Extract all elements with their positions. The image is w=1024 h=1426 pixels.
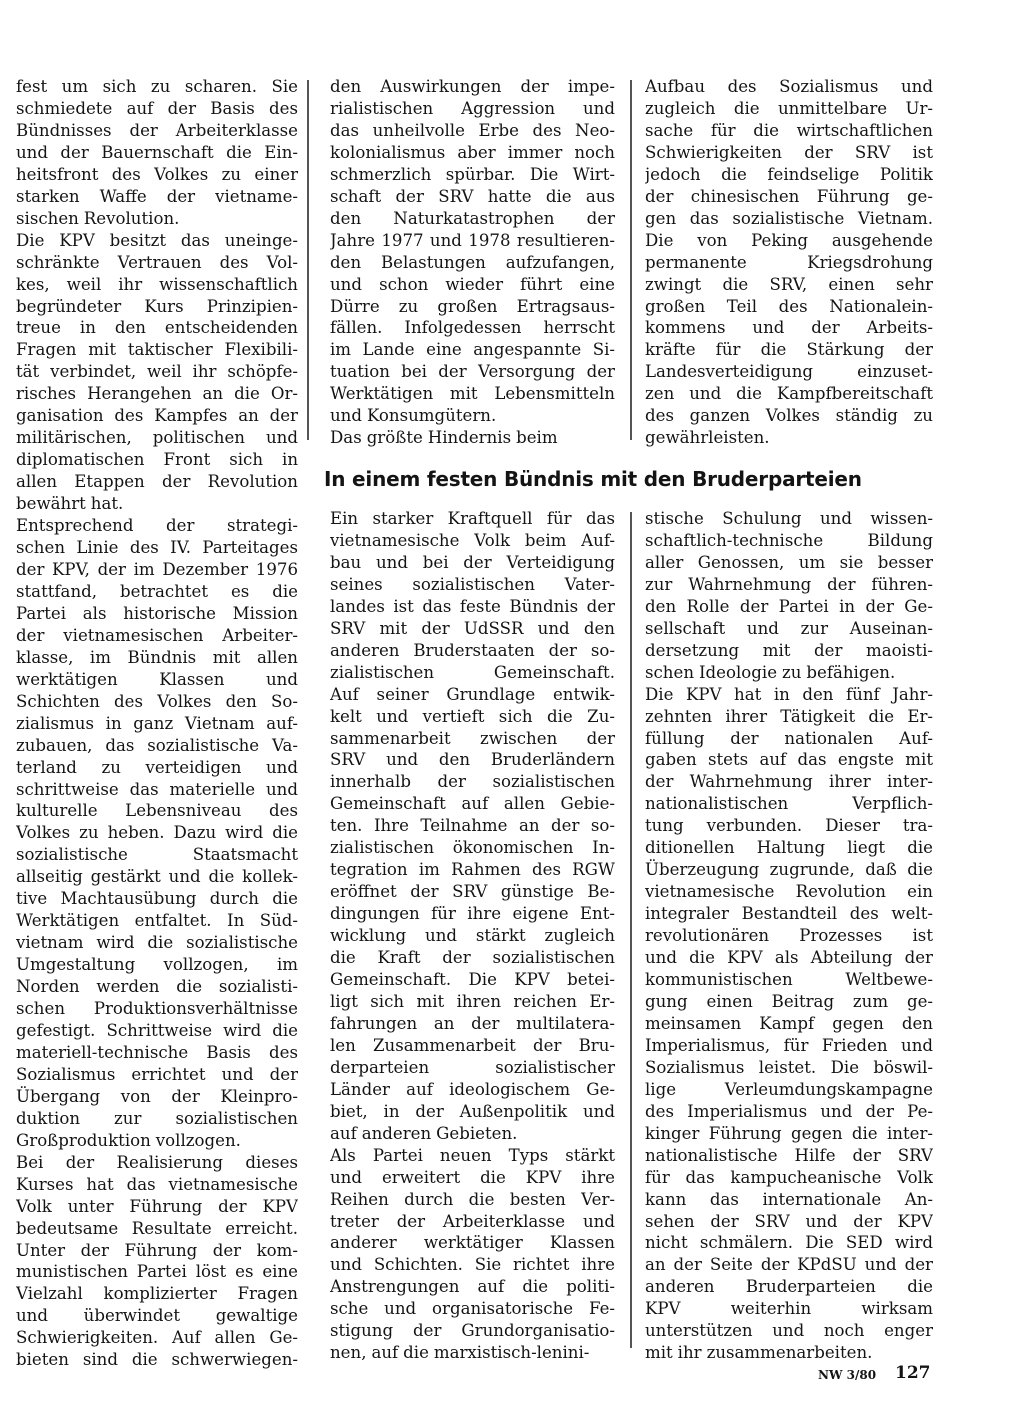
text-line: starken Waffe der vietname-	[16, 186, 298, 206]
text-line: Dürre zu großen Ertragsaus-	[330, 296, 615, 316]
text-line: nen, auf die marxistisch-lenini-	[330, 1343, 590, 1363]
text-line: schmerzlich spürbar. Die Wirt-	[330, 164, 615, 184]
text-line: Auf seiner Grundlage entwik-	[330, 684, 615, 704]
text-line: bieten sind die schwerwiegen-	[16, 1350, 298, 1370]
column-divider-lower	[630, 512, 632, 1348]
text-line: kann das internationale An-	[645, 1189, 933, 1209]
text-line: den Rolle der Partei in der Ge-	[645, 596, 933, 616]
text-line: fahrungen an der multilatera-	[330, 1013, 615, 1033]
text-line: den Belastungen aufzufangen,	[330, 252, 615, 272]
text-line: zugleich die unmittelbare Ur-	[645, 98, 933, 118]
text-line: sache für die wirtschaftlichen	[645, 120, 933, 140]
text-line: vietnam wird die sozialistische	[16, 933, 298, 953]
text-line: großen Teil des Nationalein-	[645, 296, 933, 316]
text-line: der vietnamesischen Arbeiter-	[16, 625, 298, 645]
text-line: sischen Revolution.	[16, 208, 180, 228]
text-line: fällen. Infolgedessen herrscht	[330, 318, 615, 338]
journal-reference: NW 3/80	[818, 1368, 877, 1382]
text-line: permanente Kriegsdrohung	[645, 252, 933, 272]
text-line: Schwierigkeiten. Auf allen Ge-	[16, 1328, 298, 1348]
text-line: Sozialismus errichtet und der	[16, 1064, 298, 1084]
text-line: revolutionären Prozesses ist	[645, 926, 933, 946]
text-line: unterstützen und noch enger	[645, 1321, 933, 1341]
text-line: Die von Peking ausgehende	[645, 230, 933, 250]
text-line: ditionellen Haltung liegt die	[645, 838, 933, 858]
text-line: allseitig gestärkt und die kollek-	[16, 867, 298, 887]
text-line: schaftlich-technische Bildung	[645, 530, 933, 550]
text-line: tät verbindet, weil ihr schöpfe-	[16, 362, 298, 382]
text-column-middle-upper	[330, 76, 615, 449]
text-line: gung einen Beitrag zum ge-	[645, 991, 933, 1011]
text-line: kinger Führung gegen die inter-	[645, 1123, 933, 1143]
text-line: werktätigen Klassen und	[16, 669, 298, 689]
text-line: bau und bei der Verteidigung	[330, 552, 615, 572]
text-line: tuation bei der Versorgung der	[330, 362, 615, 382]
text-line: schmiedete auf der Basis des	[16, 98, 298, 118]
text-line: sellschaft und zur Auseinan-	[645, 618, 933, 638]
text-line: zialistischen ökonomischen In-	[330, 838, 615, 858]
text-line: Aufbau des Sozialismus und	[645, 77, 933, 96]
text-line: des Imperialismus und der Pe-	[645, 1101, 933, 1121]
text-line: und Konsumgütern.	[330, 406, 497, 426]
text-line: derparteien sozialistischer	[330, 1057, 615, 1077]
text-line: Als Partei neuen Typs stärkt	[330, 1145, 615, 1165]
text-line: ganisation des Kampfes an der	[16, 406, 298, 426]
text-line: terland zu verteidigen und	[16, 757, 298, 777]
text-line: fest um sich zu scharen. Sie	[16, 77, 298, 96]
text-line: KPV weiterhin wirksam	[645, 1299, 933, 1319]
text-line: das unheilvolle Erbe des Neo-	[330, 120, 615, 140]
text-line: Überzeugung zugrunde, daß die	[645, 860, 933, 880]
page-number: 127	[895, 1363, 931, 1383]
text-line: aller Genossen, um sie besser	[645, 552, 933, 572]
text-line: anderen Bruderparteien die	[645, 1277, 933, 1297]
text-line: stattfand, betrachtet es die	[16, 581, 298, 601]
text-line: schen Linie des IV. Parteitages	[16, 538, 298, 558]
text-line: Unter der Führung der kom-	[16, 1240, 298, 1260]
text-line: SRV mit der UdSSR und den	[330, 618, 615, 638]
text-line: Bündnisses der Arbeiterklasse	[16, 120, 298, 140]
text-line: den Auswirkungen der impe-	[330, 77, 615, 96]
text-line: jedoch die feindselige Politik	[645, 164, 933, 184]
column-divider-upper-right	[630, 80, 632, 440]
text-line: nationalistische Hilfe der SRV	[645, 1145, 933, 1165]
text-line: kes, weil ihr wissenschaftlich	[16, 274, 298, 294]
text-line: zur Wahrnehmung der führen-	[645, 574, 933, 594]
text-line: lige Verleumdungskampagne	[645, 1079, 933, 1099]
text-line: für das kampucheanische Volk	[645, 1167, 933, 1187]
column-divider-upper-left	[307, 80, 309, 440]
text-line: auf anderen Gebieten.	[330, 1123, 518, 1143]
text-line: Schichten des Volkes den So-	[16, 691, 298, 711]
text-line: sche und organisatorische Fe-	[330, 1299, 615, 1319]
text-line: Partei als historische Mission	[16, 603, 298, 623]
text-line: risches Herangehen an die Or-	[16, 384, 298, 404]
text-line: schen Produktionsverhältnisse	[16, 999, 298, 1019]
text-line: dingungen für ihre eigene Ent-	[330, 904, 615, 924]
text-line: und die KPV als Abteilung der	[645, 948, 933, 968]
text-line: schen Ideologie zu befähigen.	[645, 662, 896, 682]
text-line: gefestigt. Schrittweise wird die	[16, 1020, 298, 1040]
text-line: kolonialismus aber immer noch	[330, 142, 615, 162]
text-line: zialismus in ganz Vietnam auf-	[16, 713, 298, 733]
text-line: Volk unter Führung der KPV	[16, 1196, 298, 1216]
text-line: nicht schmälern. Die SED wird	[645, 1233, 933, 1253]
text-line: kelt und vertieft sich die Zu-	[330, 706, 615, 726]
text-line: heitsfront des Volkes zu einer	[16, 164, 298, 184]
text-line: Kurses hat das vietnamesische	[16, 1174, 298, 1194]
text-line: Schwierigkeiten der SRV ist	[645, 142, 933, 162]
text-line: kommunistischen Weltbewe-	[645, 970, 933, 990]
text-line: zubauen, das sozialistische Va-	[16, 735, 298, 755]
text-line: bewährt hat.	[16, 494, 124, 514]
text-line: die Kraft der sozialistischen	[330, 948, 615, 968]
text-line: des ganzen Volkes ständig zu	[645, 406, 933, 426]
text-line: anderen Bruderstaaten der so-	[330, 640, 615, 660]
text-line: biet, in der Außenpolitik und	[330, 1101, 615, 1121]
text-line: gaben stets auf das engste mit	[645, 750, 933, 770]
text-line: mit ihr zusammenarbeiten.	[645, 1343, 873, 1363]
text-line: Volkes zu heben. Dazu wird die	[16, 823, 298, 843]
text-line: Die KPV hat in den fünf Jahr-	[645, 684, 933, 704]
text-line: kräfte für die Stärkung der	[645, 340, 933, 360]
text-line: und der Bauernschaft die Ein-	[16, 142, 298, 162]
text-line: den Naturkatastrophen der	[330, 208, 615, 228]
text-line: tung verbunden. Dieser tra-	[645, 816, 933, 836]
text-line: ten. Ihre Teilnahme an der so-	[330, 816, 615, 836]
text-line: Anstrengungen auf die politi-	[330, 1277, 615, 1297]
text-line: stigung der Grundorganisatio-	[330, 1321, 615, 1341]
text-line: innerhalb der sozialistischen	[330, 772, 615, 792]
text-line: eröffnet der SRV günstige Be-	[330, 882, 615, 902]
text-column-right-upper	[645, 76, 933, 449]
text-line: vietnamesische Revolution ein	[645, 882, 933, 902]
text-line: der KPV, der im Dezember 1976	[16, 559, 298, 579]
text-line: duktion zur sozialistischen	[16, 1108, 298, 1128]
text-line: munistischen Partei löst es eine	[16, 1262, 298, 1282]
text-line: sammenarbeit zwischen der	[330, 728, 615, 748]
text-line: integraler Bestandteil des welt-	[645, 904, 933, 924]
text-line: und überwindet gewaltige	[16, 1306, 298, 1326]
text-line: schaft der SRV hatte die aus	[330, 186, 615, 206]
text-line: tive Machtausübung durch die	[16, 889, 298, 909]
text-line: Jahre 1977 und 1978 resultieren-	[330, 230, 615, 250]
text-line: gewährleisten.	[645, 428, 770, 448]
text-line: Bei der Realisierung dieses	[16, 1152, 298, 1172]
text-line: Übergang von der Kleinpro-	[16, 1086, 298, 1106]
text-column-left	[16, 76, 298, 1371]
text-line: seines sozialistischen Vater-	[330, 574, 615, 594]
text-line: kulturelle Lebensniveau des	[16, 801, 298, 821]
text-line: Die KPV besitzt das uneinge-	[16, 230, 298, 250]
text-line: anderer werktätiger Klassen	[330, 1233, 615, 1253]
text-line: Werktätigen mit Lebensmitteln	[330, 384, 615, 404]
text-line: sozialistische Staatsmacht	[16, 845, 298, 865]
text-line: und Schichten. Sie richtet ihre	[330, 1255, 615, 1275]
text-line: Gemeinschaft auf allen Gebie-	[330, 794, 615, 814]
text-line: kommens und der Arbeits-	[645, 318, 933, 338]
text-line: im Lande eine angespannte Si-	[330, 340, 615, 360]
text-line: Vielzahl komplizierter Fragen	[16, 1284, 298, 1304]
text-line: landes ist das feste Bündnis der	[330, 596, 615, 616]
text-line: Ein starker Kraftquell für das	[330, 509, 615, 528]
text-line: rialistischen Aggression und	[330, 98, 615, 118]
text-line: und erweitert die KPV ihre	[330, 1167, 615, 1187]
text-line: zwingt die SRV, einen sehr	[645, 274, 933, 294]
text-line: an der Seite der KPdSU und der	[645, 1255, 933, 1275]
text-line: treue in den entscheidenden	[16, 318, 298, 338]
text-line: Landesverteidigung einzuset-	[645, 362, 933, 382]
text-line: materiell-technische Basis des	[16, 1042, 298, 1062]
text-line: Großproduktion vollzogen.	[16, 1130, 241, 1150]
text-line: militärischen, politischen und	[16, 428, 298, 448]
text-line: diplomatischen Front sich in	[16, 450, 298, 470]
text-line: stische Schulung und wissen-	[645, 509, 933, 528]
text-line: nationalistischen Verpflich-	[645, 794, 933, 814]
text-line: füllung der nationalen Auf-	[645, 728, 933, 748]
text-line: wicklung und stärkt zugleich	[330, 926, 615, 946]
text-line: Sozialismus leistet. Die böswil-	[645, 1057, 933, 1077]
text-line: Imperialismus, für Frieden und	[645, 1035, 933, 1055]
text-line: Umgestaltung vollzogen, im	[16, 955, 298, 975]
text-line: schränkte Vertrauen des Vol-	[16, 252, 298, 272]
text-line: zen und die Kampfbereitschaft	[645, 384, 933, 404]
text-line: und schon wieder führt eine	[330, 274, 615, 294]
text-line: Länder auf ideologischem Ge-	[330, 1079, 615, 1099]
section-heading: In einem festen Bündnis mit den Bruderparteien	[324, 467, 862, 491]
text-line: Gemeinschaft. Die KPV betei-	[330, 970, 615, 990]
text-line: ligt sich mit ihren reichen Er-	[330, 991, 615, 1011]
text-line: Norden werden die sozialisti-	[16, 977, 298, 997]
text-line: len Zusammenarbeit der Bru-	[330, 1035, 615, 1055]
text-line: tegration im Rahmen des RGW	[330, 860, 615, 880]
text-line: begründeter Kurs Prinzipien-	[16, 296, 298, 316]
text-line: dersetzung mit der maoisti-	[645, 640, 933, 660]
text-line: Entsprechend der strategi-	[16, 516, 298, 536]
text-line: zehnten ihrer Tätigkeit die Er-	[645, 706, 933, 726]
text-line: SRV und den Bruderländern	[330, 750, 615, 770]
text-line: bedeutsame Resultate erreicht.	[16, 1218, 298, 1238]
text-line: der Wahrnehmung ihrer inter-	[645, 772, 933, 792]
text-line: allen Etappen der Revolution	[16, 472, 298, 492]
text-line: Das größte Hindernis beim	[330, 428, 558, 448]
text-column-middle-lower	[330, 508, 615, 1364]
text-line: vietnamesische Volk beim Auf-	[330, 530, 615, 550]
text-line: Reihen durch die besten Ver-	[330, 1189, 615, 1209]
text-line: meinsamen Kampf gegen den	[645, 1013, 933, 1033]
text-line: zialistischen Gemeinschaft.	[330, 662, 615, 682]
text-line: sehen der SRV und der KPV	[645, 1211, 933, 1231]
text-line: schrittweise das materielle und	[16, 779, 298, 799]
text-line: der chinesischen Führung ge-	[645, 186, 933, 206]
text-line: Fragen mit taktischer Flexibili-	[16, 340, 298, 360]
text-line: treter der Arbeiterklasse und	[330, 1211, 615, 1231]
text-column-right-lower	[645, 508, 933, 1364]
text-line: klasse, im Bündnis mit allen	[16, 647, 298, 667]
text-line: Werktätigen entfaltet. In Süd-	[16, 911, 298, 931]
text-line: gen das sozialistische Vietnam.	[645, 208, 933, 228]
